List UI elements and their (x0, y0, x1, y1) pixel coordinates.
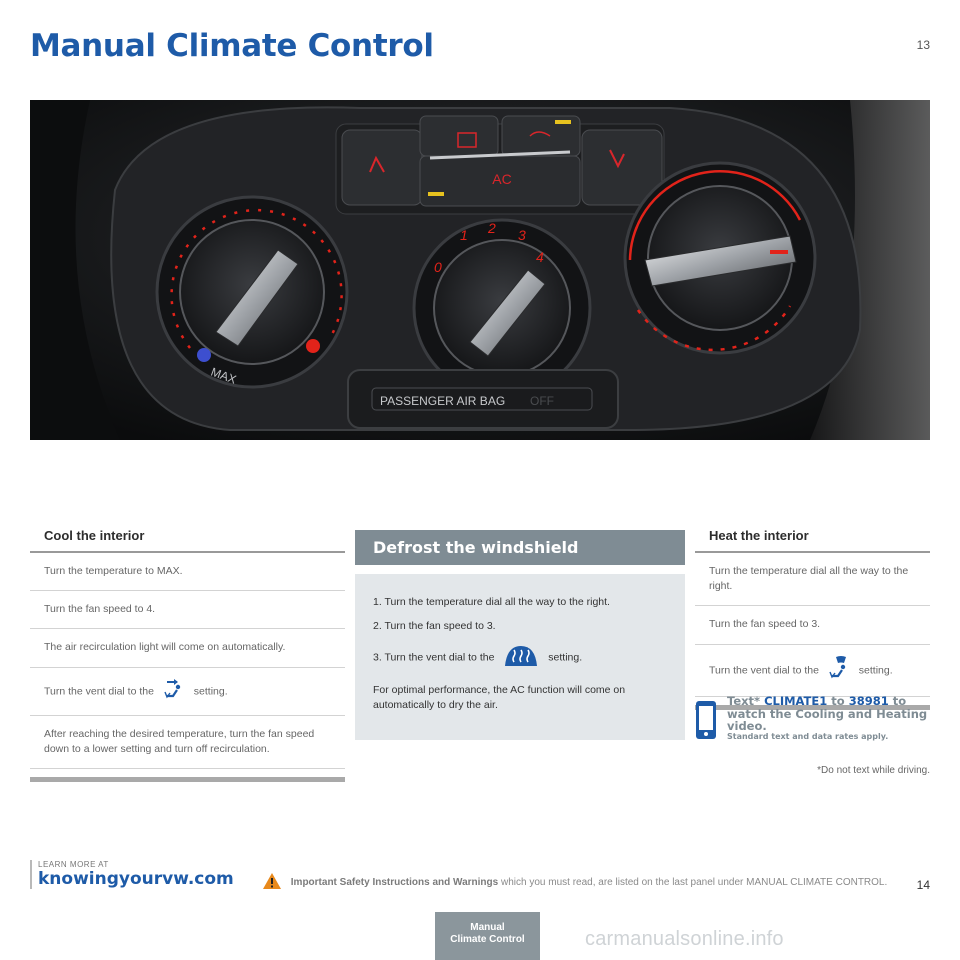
cta-mid: to (831, 694, 845, 708)
no-text-driving-note: *Do not text while driving. (817, 765, 930, 776)
defrost-body (355, 574, 685, 740)
cool-step: Turn the fan speed to 4. (30, 591, 345, 629)
cool-vent-after: setting. (193, 685, 228, 698)
cta-number: 38981 (848, 694, 889, 708)
max-label: MAX (208, 364, 239, 387)
watermark: carmanualsonline.info (585, 928, 784, 950)
safety-warning-line (262, 872, 887, 893)
vent-dial[interactable] (625, 163, 815, 353)
defrost-step3-after: setting. (548, 651, 583, 664)
cool-end-bar (30, 777, 345, 782)
vent-dash-feet-icon (163, 679, 185, 704)
heat-heading: Heat the interior (695, 520, 930, 553)
temperature-dial[interactable] (157, 197, 347, 387)
heat-step: Turn the temperature dial all the way to the right. (695, 553, 930, 606)
website-link[interactable]: knowingyourvw.com (38, 869, 234, 889)
page-number-bottom: 14 (916, 878, 930, 892)
defrost-windshield-icon (503, 644, 539, 671)
airbag-label: PASSENGER AIR BAG (380, 394, 506, 408)
cool-interior-section (30, 520, 345, 782)
airbag-status: OFF (530, 394, 554, 408)
cool-step: The air recirculation light will come on automatically. (30, 629, 345, 667)
defrost-section (355, 530, 685, 740)
fan-speed-0: 0 (434, 259, 442, 275)
learn-more-label: LEARN MORE AT (38, 860, 109, 869)
learn-more-block (30, 860, 234, 889)
tab-line-2: Climate Control (450, 934, 525, 945)
cool-step: Turn the temperature to MAX. (30, 553, 345, 591)
warning-bold-text: Important Safety Instructions and Warnings (290, 877, 499, 889)
button-strip (336, 116, 664, 214)
fan-speed-1: 1 (460, 227, 468, 243)
vent-windshield-feet-icon (828, 656, 850, 685)
fan-speed-3: 3 (518, 227, 526, 243)
climate-control-photo (30, 100, 930, 440)
cool-heading: Cool the interior (30, 520, 345, 553)
page-title: Manual Climate Control (30, 28, 434, 64)
heat-vent-step (695, 645, 930, 697)
cool-vent-step (30, 668, 345, 716)
warning-triangle-icon (262, 872, 282, 893)
section-tab[interactable] (435, 912, 540, 960)
airbag-indicator (348, 370, 618, 428)
cta-keyword: CLIMATE1 (764, 694, 828, 708)
defrost-step: 2. Turn the fan speed to 3. (373, 620, 496, 632)
warning-text: which you must read, are listed on the last panel under MANUAL CLIMATE CONTROL. (501, 877, 888, 889)
fan-speed-2: 2 (488, 220, 496, 236)
defrost-step3-before: 3. Turn the vent dial to the (373, 651, 495, 664)
tab-line-1: Manual (470, 922, 505, 933)
text-callout-message (727, 695, 932, 742)
cta-suffix: to watch the Cooling and Heating video. (727, 694, 928, 734)
heat-vent-before: Turn the vent dial to the (709, 664, 819, 677)
page-number-top: 13 (916, 38, 930, 52)
cool-final-step: After reaching the desired temperature, turn the fan speed down to a lower setting and turn off recirculation. (30, 716, 345, 769)
heat-vent-after: setting. (858, 664, 893, 677)
cta-prefix: Text* (727, 694, 761, 708)
defrost-step-vent (373, 644, 667, 671)
ac-label: AC (492, 171, 512, 187)
cta-rates-note: Standard text and data rates apply. (727, 731, 889, 741)
defrost-heading: Defrost the windshield (355, 530, 685, 565)
defrost-step: 1. Turn the temperature dial all the way to the right. (373, 596, 610, 608)
fan-speed-4: 4 (536, 249, 544, 265)
heat-interior-section (695, 520, 930, 710)
smartphone-icon (695, 700, 717, 745)
defrost-note: For optimal performance, the AC function will come on automatically to dry the air. (373, 684, 626, 712)
heat-step: Turn the fan speed to 3. (695, 606, 930, 644)
cool-vent-before: Turn the vent dial to the (44, 685, 154, 698)
